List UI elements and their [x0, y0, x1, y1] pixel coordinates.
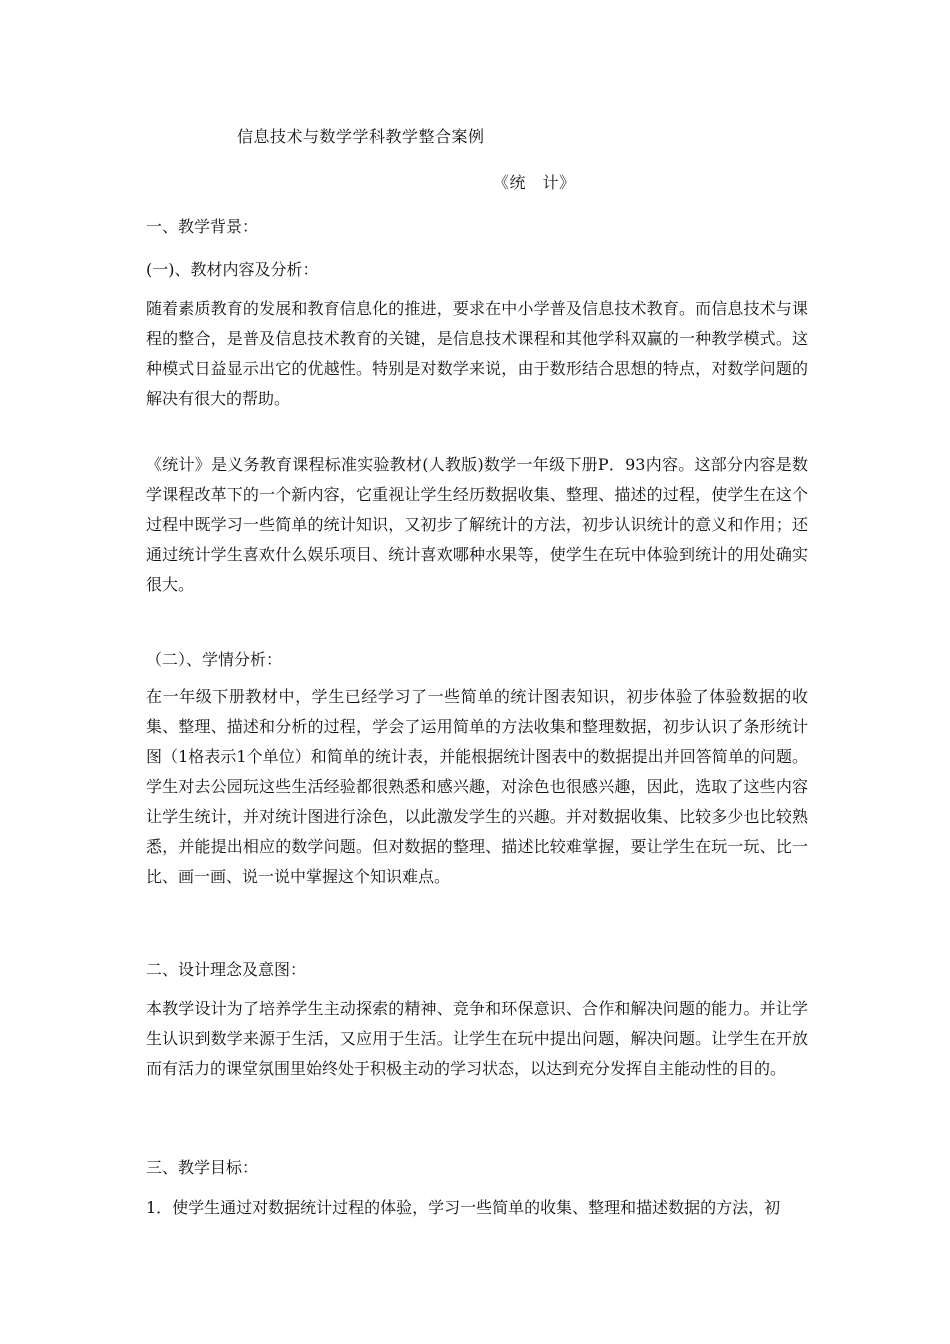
section-heading-background: 一、教学背景：	[146, 217, 259, 236]
subsection-heading-materials: (一)、教材内容及分析：	[146, 260, 319, 279]
paragraph-learner-analysis: 在一年级下册教材中，学生已经学习了一些简单的统计图表知识，初步体验了体验数据的收集、整理、描述和分析的过程，学会了运用简单的方法收集和整理数据，初步认识了条形统计图（1格表示1个单位）和简单的统计表，并能根据统计图表中的数据提出并回答简单的问题。学生对去公园玩这些生活经验都很熟悉和感兴趣，对涂色也很感兴趣，因此，选取了这些内容让学生统计，并对统计图进行涂色，以此激发学生的兴趣。并对数据收集、比较多少也比较熟悉，并能提出相应的数学问题。但对数据的整理、描述比较难掌握，要让学生在玩一玩、比一比、画一画、说一说中掌握这个知识难点。	[146, 687, 808, 886]
document-subtitle: 《统 计》	[493, 173, 576, 192]
section-heading-goals: 三、教学目标：	[146, 1158, 259, 1177]
paragraph-materials-intro: 随着素质教育的发展和教育信息化的推进，要求在中小学普及信息技术教育。而信息技术与课程的整合，是普及信息技术教育的关键，是信息技术课程和其他学科双赢的一种教学模式。这种模式日益显示出它的优越性。特别是对数学来说，由于数形结合思想的特点，对数学问题的解决有很大的帮助。	[146, 299, 808, 408]
document-title: 信息技术与数学学科教学整合案例	[237, 127, 485, 146]
paragraph-goal-1: 1．使学生通过对数据统计过程的体验，学习一些简单的收集、整理和描述数据的方法，初	[146, 1198, 781, 1217]
section-heading-design: 二、设计理念及意图：	[146, 960, 307, 979]
paragraph-textbook-content: 《统计》是义务教育课程标准实验教材(人教版)数学一年级下册P．93内容。这部分内容是数学课程改革下的一个新内容，它重视让学生经历数据收集、整理、描述的过程，使学生在这个过程中既学习一些简单的统计知识，又初步了解统计的方法，初步认识统计的意义和作用；还通过统计学生喜欢什么娱乐项目、统计喜欢哪种水果等，使学生在玩中体验到统计的用处确实很大。	[146, 455, 808, 594]
subsection-heading-learners: （二）、学情分析：	[146, 650, 283, 669]
paragraph-design-concept: 本教学设计为了培养学生主动探索的精神、竞争和环保意识、合作和解决问题的能力。并让学生认识到数学来源于生活，又应用于生活。让学生在玩中提出问题，解决问题。让学生在开放而有活力的课堂氛围里始终处于积极主动的学习状态，以达到充分发挥自主能动性的目的。	[146, 999, 808, 1078]
